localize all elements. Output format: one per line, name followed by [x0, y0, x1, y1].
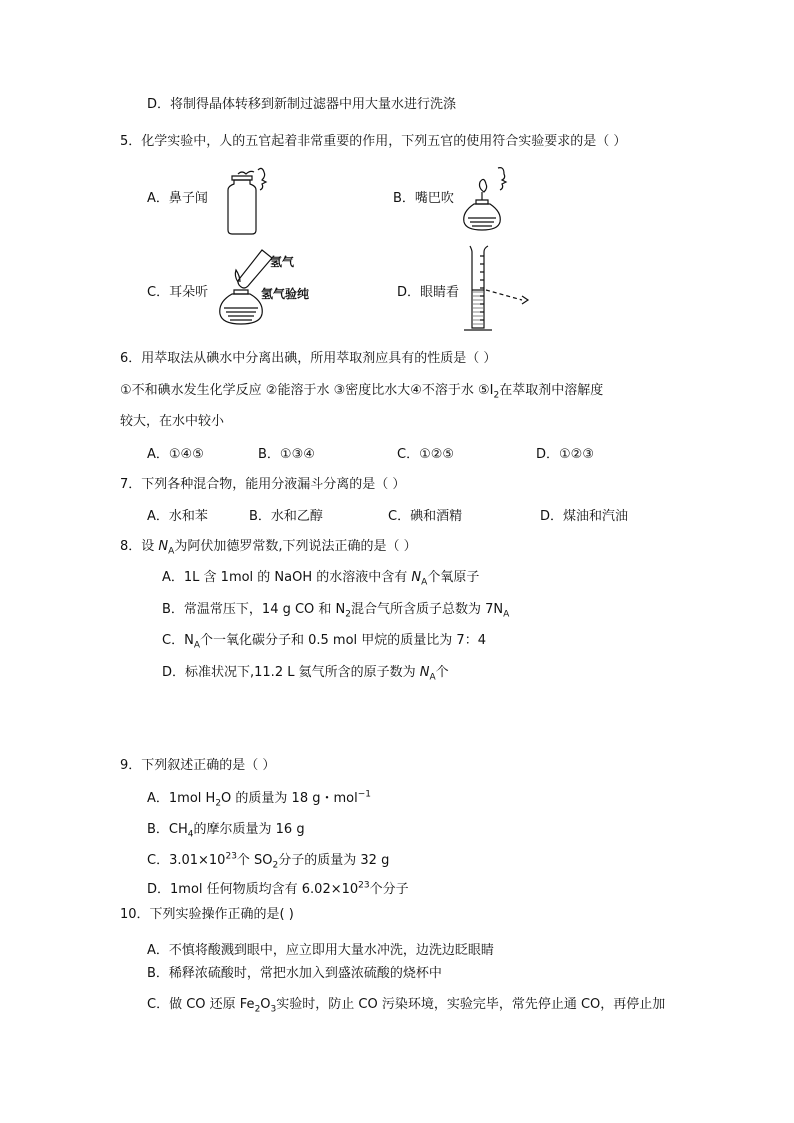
q8-option-c — [162, 632, 486, 650]
q9-a-sub: 2 — [215, 798, 222, 809]
q4-option-d: D．将制得晶体转移到新制过滤器中用大量水进行洗涤 — [147, 97, 457, 112]
q9-c-part1: C．3.01×10 — [147, 853, 226, 868]
q9-option-d — [147, 881, 409, 899]
avogadro-symbol: N — [419, 665, 430, 680]
q8-c-part2: 个一氧化碳分子和 0.5 mol 甲烷的质量比为 7：4 — [199, 633, 486, 648]
q8-b-sub: 2 — [345, 609, 352, 620]
q8-b-part1: B．常温常压下，14 g CO 和 N — [162, 602, 346, 617]
q7-option-c: C．碘和酒精 — [388, 509, 463, 524]
q9-stem: 9．下列叙述正确的是（ ） — [120, 758, 276, 773]
q8-stem-part1: 8．设 — [120, 539, 159, 554]
q8-d-part1: D．标准状况下,11.2 L 氦气所含的原子数为 — [162, 665, 420, 680]
hydrogen-label: 氢气 — [270, 255, 295, 269]
q6-stem: 6．用萃取法从碘水中分离出碘，所用萃取剂应具有的性质是（ ） — [120, 351, 497, 366]
q10-c-sub1: 2 — [254, 1004, 261, 1015]
q8-b-sub2: A — [503, 609, 510, 620]
q6-properties-sub: 2 — [493, 390, 500, 401]
q8-a-part2: 个氧原子 — [427, 570, 480, 585]
q10-option-c — [147, 996, 665, 1014]
figure-smell-bottle — [218, 166, 274, 236]
q8-stem — [120, 538, 417, 556]
q10-c-part2: O — [260, 997, 271, 1012]
q9-c-sub: 2 — [272, 860, 279, 871]
q10-stem: 10．下列实验操作正确的是( ) — [120, 907, 294, 922]
q9-b-sub: 4 — [187, 829, 194, 840]
q8-option-b — [162, 601, 509, 619]
avogadro-symbol: N — [158, 539, 169, 554]
q8-c-sub: A — [193, 640, 200, 651]
q5-option-c: C．耳朵听 — [147, 285, 209, 300]
q8-stem-part2: 为阿伏加德罗常数,下列说法正确的是（ ） — [174, 539, 417, 554]
figure-cylinder-reading — [460, 244, 550, 334]
q6-properties-line1 — [120, 382, 603, 400]
q9-a-part2: O 的质量为 18 g・mol — [221, 791, 358, 806]
q5-option-b: B．嘴巴吹 — [393, 191, 454, 206]
q9-option-b — [147, 821, 305, 839]
q6-properties-part2: 在萃取剂中溶解度 — [499, 383, 604, 398]
q6-properties-line2: 较大，在水中较小 — [120, 414, 225, 429]
q7-option-d: D．煤油和汽油 — [540, 509, 629, 524]
q8-b-part2: 混合气所含质子总数为 7N — [351, 602, 504, 617]
q9-b-part2: 的摩尔质量为 16 g — [193, 822, 305, 837]
q10-c-part3: 实验时，防止 CO 污染环境，实验完毕，常先停止通 CO，再停止加 — [276, 997, 666, 1012]
q9-option-a — [147, 790, 371, 808]
q9-c-sup: 23 — [225, 851, 237, 862]
q8-c-part1: C．N — [162, 633, 194, 648]
q5-option-a: A．鼻子闻 — [147, 191, 208, 206]
avogadro-sub: A — [429, 672, 436, 683]
q8-option-a — [162, 569, 479, 587]
q8-option-d — [162, 664, 449, 682]
q6-option-d: D．①②③ — [536, 447, 594, 462]
q6-option-c: C．①②⑤ — [397, 447, 455, 462]
q5-stem: 5．化学实验中，人的五官起着非常重要的作用，下列五官的使用符合实验要求的是（ ） — [120, 134, 627, 149]
q9-d-part2: 个分子 — [369, 882, 409, 897]
q8-d-part2: 个 — [435, 665, 449, 680]
q9-a-part1: A．1mol H — [147, 791, 216, 806]
q9-d-sup: 23 — [358, 880, 370, 891]
q6-option-b: B．①③④ — [258, 447, 315, 462]
q8-a-part1: A．1L 含 1mol 的 NaOH 的水溶液中含有 — [162, 570, 412, 585]
q7-option-b: B．水和乙醇 — [249, 509, 323, 524]
hydrogen-test-label: 氢气验纯 — [261, 287, 310, 301]
q10-option-b: B．稀释浓硫酸时，常把水加入到盛浓硫酸的烧杯中 — [147, 966, 442, 981]
avogadro-symbol: N — [411, 570, 422, 585]
avogadro-sub: A — [421, 577, 428, 588]
q6-properties-part1: ①不和碘水发生化学反应 ②能溶于水 ③密度比水大④不溶于水 ⑤I — [120, 383, 494, 398]
q7-stem: 7．下列各种混合物，能用分液漏斗分离的是（ ） — [120, 477, 406, 492]
q6-option-a: A．①④⑤ — [147, 447, 204, 462]
q5-option-d: D．眼睛看 — [397, 285, 460, 300]
q9-c-part2: 个 SO — [236, 853, 273, 868]
q9-c-part3: 分子的质量为 32 g — [278, 853, 390, 868]
q10-c-sub2: 3 — [270, 1004, 277, 1015]
avogadro-sub: A — [168, 546, 175, 557]
q9-d-part1: D．1mol 任何物质均含有 6.02×10 — [147, 882, 359, 897]
q10-option-a: A．不慎将酸溅到眼中，应立即用大量水冲洗，边洗边眨眼睛 — [147, 943, 494, 958]
q9-option-c — [147, 852, 389, 870]
q7-option-a: A．水和苯 — [147, 509, 208, 524]
q10-c-part1: C．做 CO 还原 Fe — [147, 997, 255, 1012]
figure-blow-lamp — [460, 166, 520, 238]
q9-a-sup: −1 — [357, 789, 371, 800]
q9-b-part1: B．CH — [147, 822, 188, 837]
